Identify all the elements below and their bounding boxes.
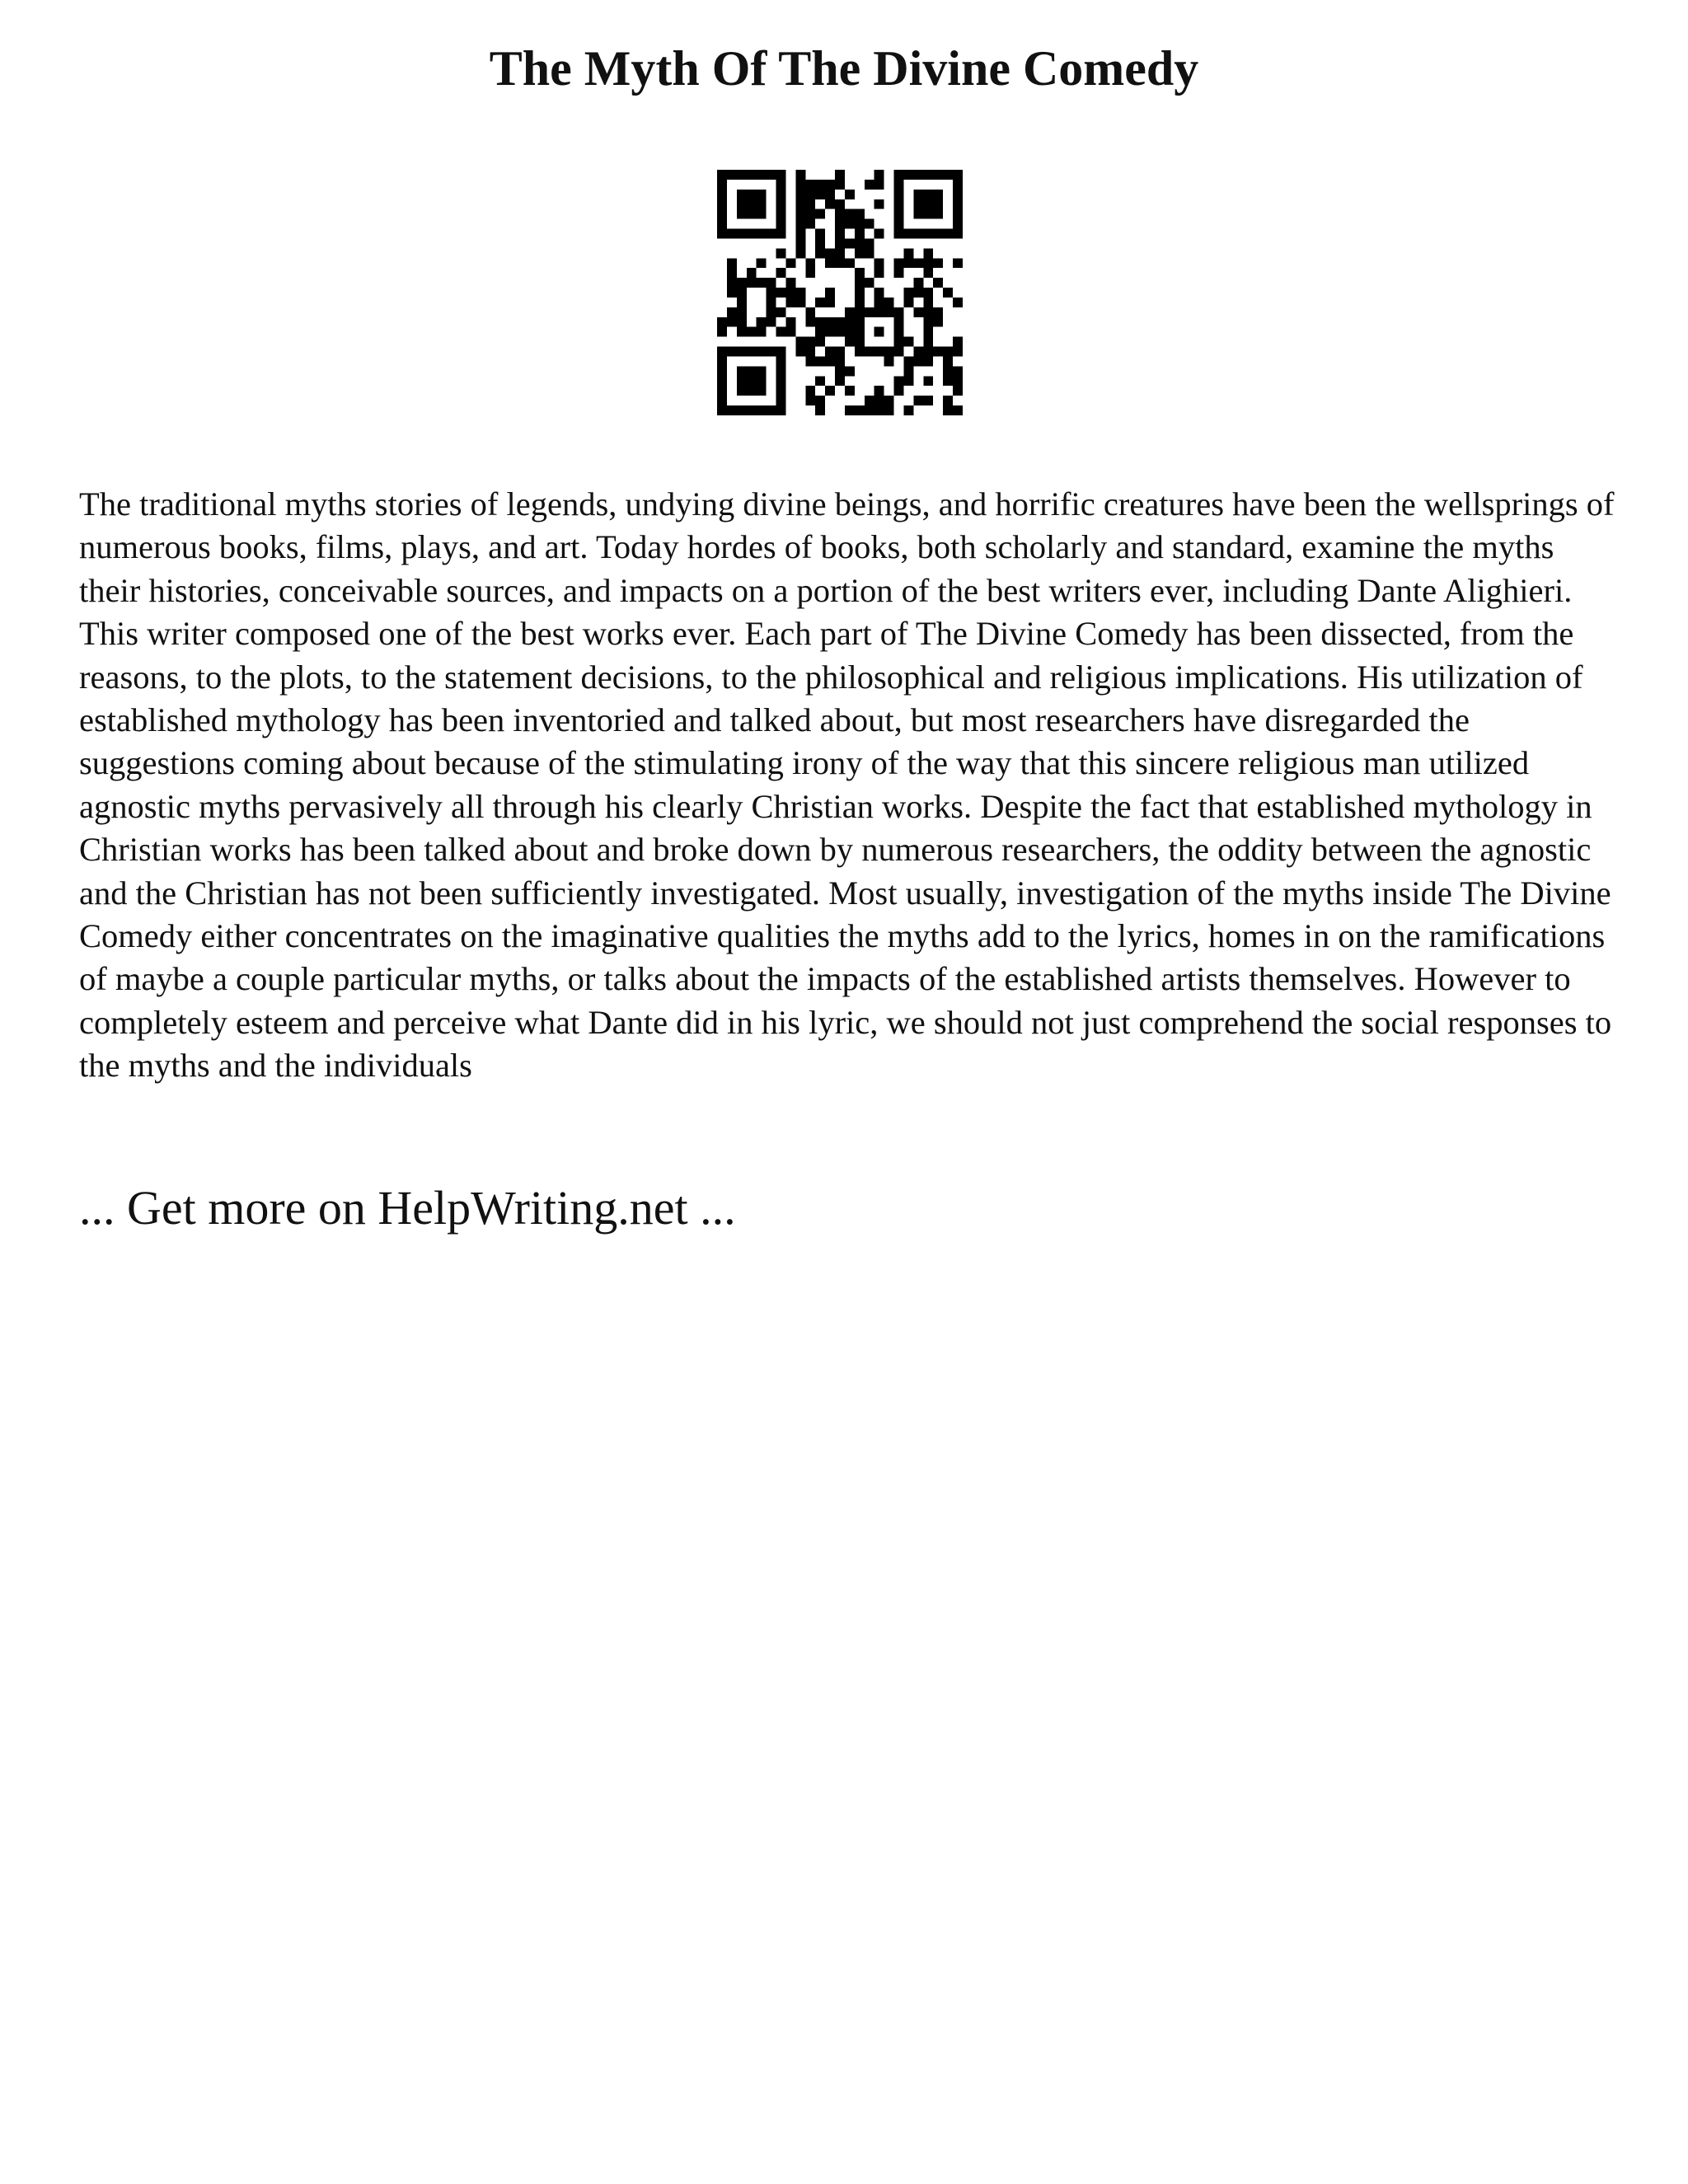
get-more-link[interactable]: ... Get more on HelpWriting.net ... bbox=[79, 1181, 736, 1235]
body-paragraph: The traditional myths stories of legends, undying divine beings, and horrific creatures have been the wellsprings of numerous books, films, plays, and art. Today hordes of books, both scholarly and standard, examine the myths their histories, conceivable sources, and impacts on a portion of the best writers ever, including Dante Alighieri. This writer composed one of the best works ever. Each part of The Divine Comedy has been dissected, from the reasons, to the plots, to the statement decisions, to the philosophical and religious implications. His utilization of established mythology has been inventoried and talked about, but most researchers have disregarded the suggestions coming about because of the stimulating irony of the way that this sincere religious man utilized agnostic myths pervasively all through his clearly Christian works. Despite the fact that established mythology in Christian works has been talked about and broke down by numerous researchers, the oddity between the agnostic and the Christian has not been sufficiently investigated. Most usually, investigation of the myths inside The Divine Comedy either concentrates on the imaginative qualities the myths add to the lyrics, homes in on the ramifications of maybe a couple particular myths, or talks about the impacts of the established artists themselves. However to completely esteem and perceive what Dante did in his lyric, we should not just comprehend the social responses to the myths and the individuals bbox=[79, 485, 1615, 1085]
document-title: The Myth Of The Divine Comedy bbox=[489, 41, 1199, 96]
qr-code-icon bbox=[717, 170, 963, 415]
